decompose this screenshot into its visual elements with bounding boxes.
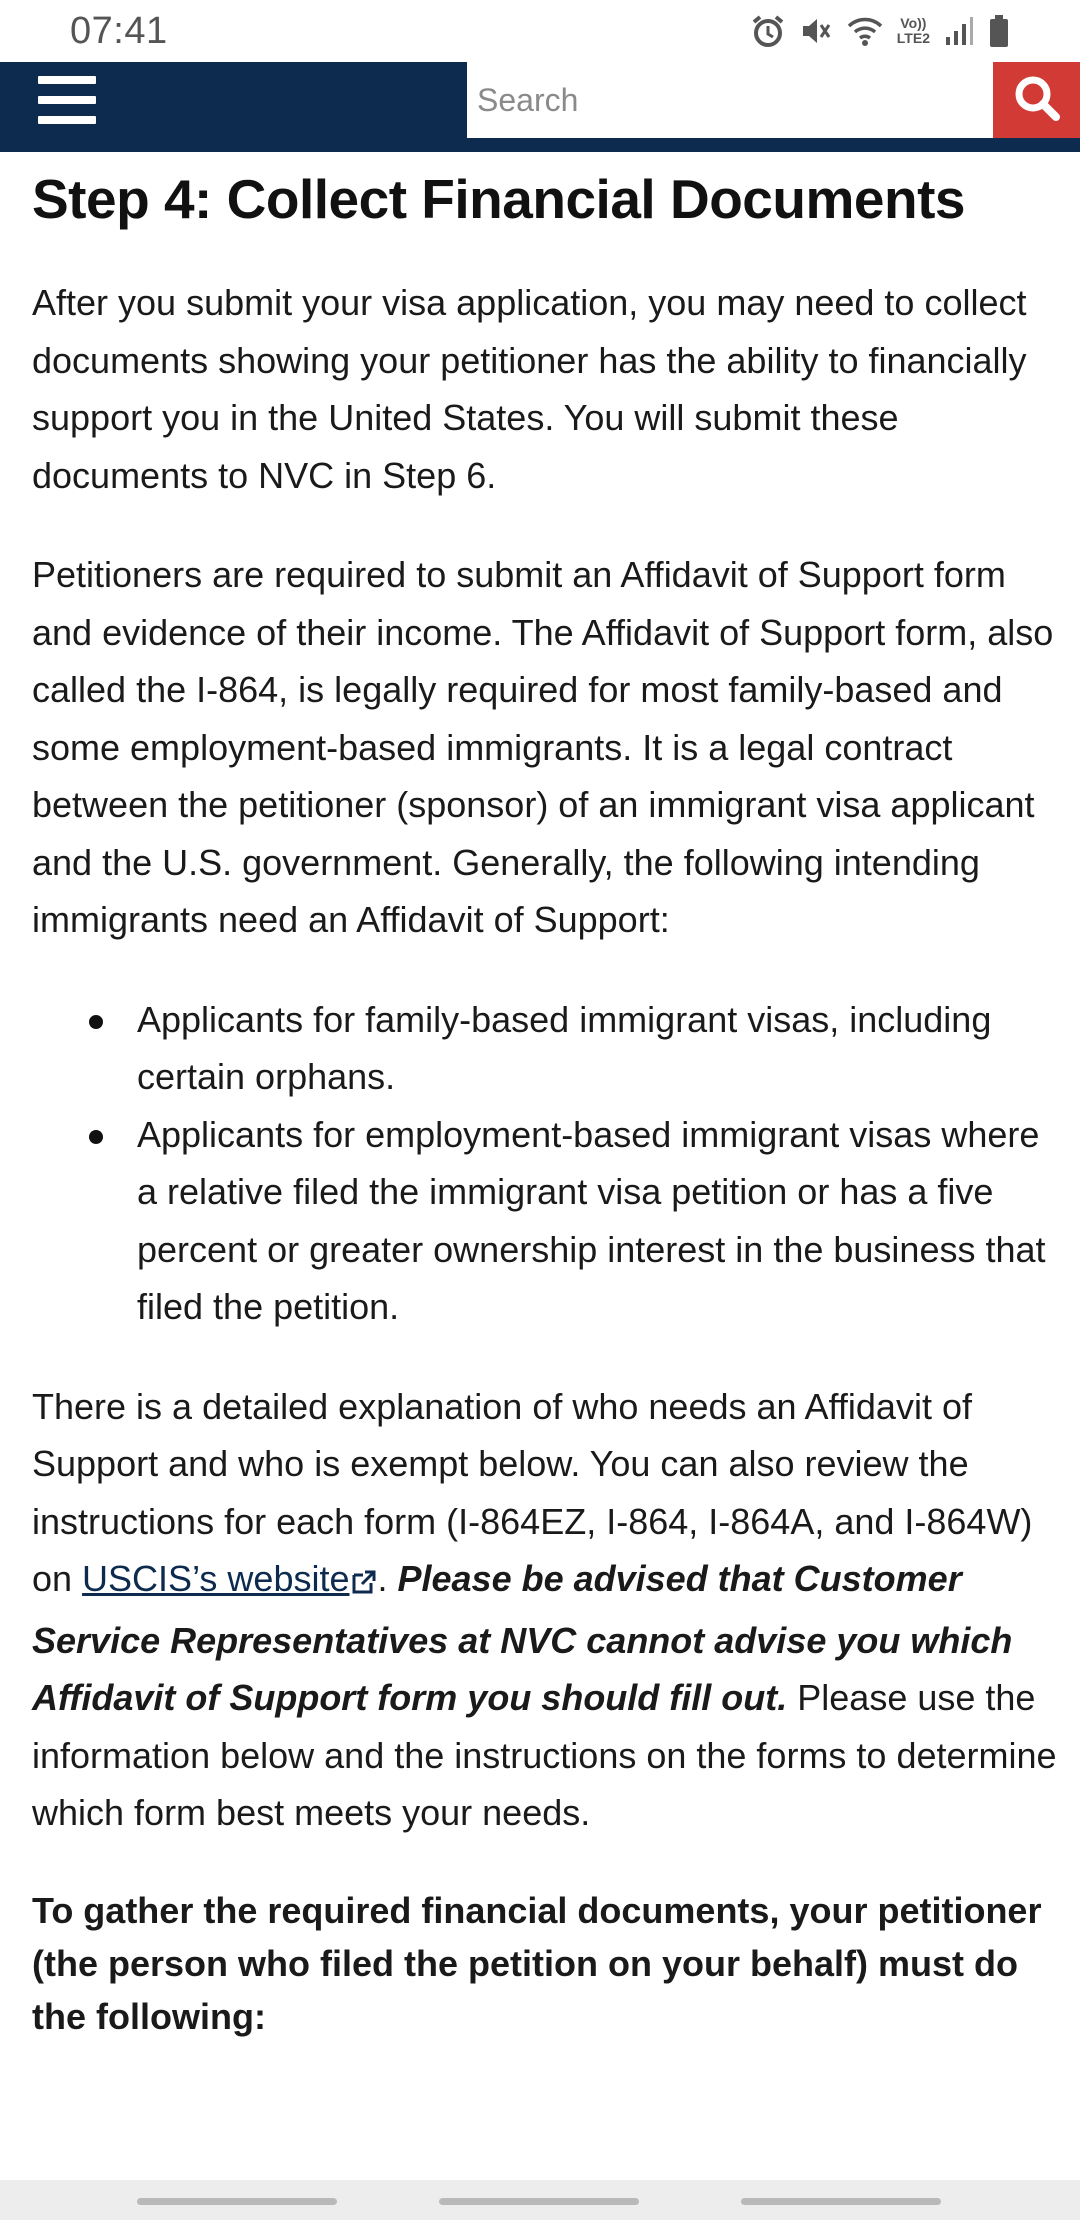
explanation-text: There is a detailed explanation of who needs an Affidavit of Support and who is exempt below. You can also review the instructions for each form (I-864EZ, I-864, I-864A, and I-864W) on <box>32 1385 1033 1599</box>
system-navigation-bar <box>0 2180 1080 2220</box>
immigrants-list <box>32 991 1062 1336</box>
link-punctuation: . <box>377 1558 398 1599</box>
list-item: Applicants for family-based immigrant visas, including certain orphans. <box>137 991 1062 1106</box>
volte-label-bottom: LTE2 <box>896 30 930 46</box>
advisory-note: Please be advised that Customer Service Representatives at NVC cannot advise you which Affidavit of Support form you should fill out. <box>32 1558 1013 1718</box>
gather-documents-heading: To gather the required financial documents, your petitioner (the person who filed the petition on your behalf) must do the following: <box>32 1889 1042 2037</box>
explanation-end: Please use the information below and the instructions on the forms to determine which form best meets your needs. <box>32 1677 1057 1833</box>
status-icons <box>751 12 1010 50</box>
search-button[interactable] <box>993 62 1080 138</box>
volte-icon <box>897 16 930 46</box>
alarm-icon <box>751 14 785 48</box>
signal-icon <box>944 15 974 47</box>
article-content <box>32 152 1062 2043</box>
affidavit-paragraph: Petitioners are required to submit an Affidavit of Support form and evidence of their income. The Affidavit of Support form, also called the I-864, is legally required for most family-based and some employment-based immigrants. It is a legal contract between the petitioner (sponsor) of an immigrant visa applicant and the U.S. government. Generally, the following intending immigrants need an Affidavit of Support: <box>32 554 1054 940</box>
explanation-paragraph <box>32 1378 1062 1842</box>
nav-back-button[interactable] <box>741 2198 941 2205</box>
list-item: Applicants for employment-based immigrant visas where a relative filed the immigrant visa petition or has a five percent or greater ownership interest in the business that filed the petition. <box>137 1106 1062 1336</box>
status-bar <box>0 0 1080 62</box>
search-input[interactable] <box>467 62 993 138</box>
nav-home-button[interactable] <box>439 2198 639 2205</box>
page-title: Step 4: Collect Financial Documents <box>32 168 965 230</box>
mute-icon <box>799 14 833 48</box>
status-time: 07:41 <box>70 10 168 52</box>
search-icon <box>1012 73 1062 128</box>
wifi-icon <box>847 15 883 47</box>
battery-icon <box>988 14 1010 48</box>
volte-label-top: Vo)) <box>900 15 927 31</box>
uscis-website-link[interactable]: USCIS’s website <box>82 1558 350 1599</box>
site-header <box>0 62 1080 152</box>
intro-paragraph: After you submit your visa application, you may need to collect documents showing your petitioner has the ability to financially support you in the United States. You will submit these documents to NVC in Step 6. <box>32 282 1027 496</box>
external-link-icon <box>351 1554 377 1612</box>
nav-recents-button[interactable] <box>137 2198 337 2205</box>
hamburger-menu-icon[interactable] <box>38 76 96 128</box>
